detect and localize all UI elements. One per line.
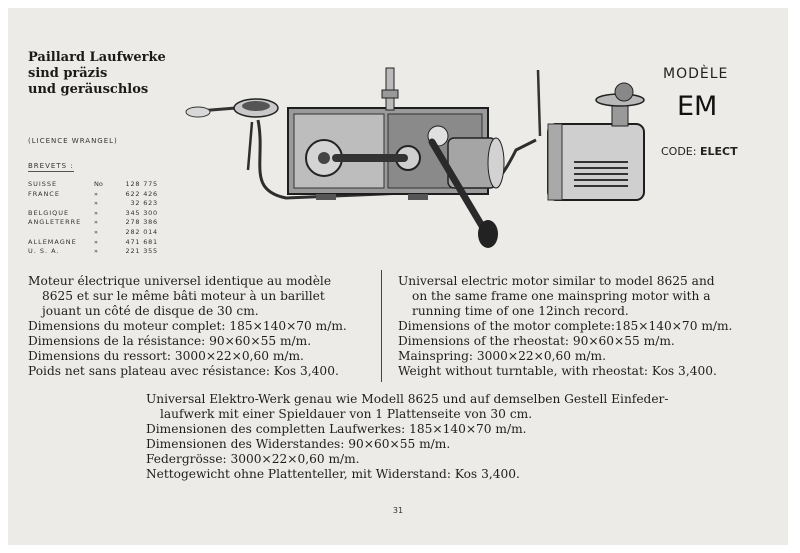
text-line: Universal electric motor similar to model 8625 and (398, 274, 715, 288)
motor-illustration (176, 50, 646, 250)
patent-mark: » (94, 208, 98, 217)
model-name: EM (677, 91, 718, 122)
patent-mark: No (94, 180, 103, 188)
patent-mark: » (94, 247, 98, 256)
patent-number: 471 681 (125, 237, 158, 246)
text-line: Dimensionen des completten Laufwerkes: 185×140×70 m/m. (146, 422, 527, 436)
modele-label: MODÈLE (663, 66, 729, 82)
patent-mark: » (94, 199, 98, 208)
patent-row (28, 209, 188, 219)
patent-mark: » (94, 218, 98, 227)
patent-mark: » (94, 227, 98, 236)
text-line: Dimensions de la résistance: 90×60×55 m/m. (28, 334, 312, 348)
patent-mark: » (94, 237, 98, 246)
patent-row (28, 218, 188, 228)
patent-row (28, 190, 188, 200)
column-divider (381, 270, 382, 382)
text-line: Moteur électrique universel identique au modèle (28, 274, 332, 288)
french-description (28, 274, 347, 379)
patent-country: SUISSE (28, 180, 58, 188)
text-line: Dimensionen des Widerstandes: 90×60×55 m/m. (146, 437, 451, 451)
text-line: on the same frame one mainspring motor with a (412, 289, 711, 303)
text-line: Weight without turntable, with rheostat: Kos 3,400. (398, 364, 717, 378)
patent-number: 622 426 (125, 189, 158, 198)
patent-country: BELGIQUE (28, 208, 70, 217)
brand-line: sind präzis (28, 66, 108, 81)
text-line: Dimensions du ressort: 3000×22×0,60 m/m. (28, 349, 304, 363)
patent-country: U. S. A. (28, 247, 60, 256)
text-line: 8625 et sur le même bâti moteur à un barillet (42, 289, 325, 303)
page-number: 31 (392, 506, 404, 515)
code-label: CODE: (661, 145, 697, 158)
text-line: Federgrösse: 3000×22×0,60 m/m. (146, 452, 360, 466)
text-line: Mainspring: 3000×22×0,60 m/m. (398, 349, 606, 363)
brevets-heading: BREVETS : (28, 162, 74, 170)
patent-row (28, 238, 188, 248)
patent-row (28, 228, 188, 238)
patent-number: 278 386 (125, 218, 158, 227)
patent-country: FRANCE (28, 189, 60, 198)
text-line: jouant un côté de disque de 30 cm. (42, 304, 259, 318)
patent-number: 128 775 (125, 180, 158, 188)
text-line: Poids net sans plateau avec résistance: Kos 3,400. (28, 364, 339, 378)
patent-number: 32 623 (130, 199, 158, 208)
brand-line: und geräuschlos (28, 82, 149, 97)
text-line: laufwerk mit einer Spieldauer von 1 Plattenseite von 30 cm. (160, 407, 533, 421)
english-description (398, 274, 732, 379)
patent-row (28, 199, 188, 209)
patent-number: 345 300 (125, 208, 158, 217)
text-line: Universal Elektro-Werk genau wie Modell 8625 und auf demselben Gestell Einfeder- (146, 392, 669, 406)
text-line: Dimensions du moteur complet: 185×140×70 m/m. (28, 319, 347, 333)
text-line: Dimensions of the rheostat: 90×60×55 m/m. (398, 334, 675, 348)
text-line: Nettogewicht ohne Plattenteller, mit Widerstand: Kos 3,400. (146, 467, 520, 481)
text-line: running time of one 12inch record. (412, 304, 629, 318)
patent-list (28, 180, 188, 257)
catalog-page (8, 8, 788, 545)
patent-number: 282 014 (125, 227, 158, 236)
patent-row (28, 247, 188, 257)
code-line (661, 145, 738, 158)
patent-country: ALLEMAGNE (28, 237, 77, 246)
text-line: Dimensions of the motor complete:185×140×70 m/m. (398, 319, 733, 333)
patent-row (28, 180, 188, 190)
code-value: ELECT (699, 145, 738, 158)
patent-number: 221 355 (125, 247, 158, 256)
brand-line: Paillard Laufwerke (28, 50, 166, 65)
patent-mark: » (94, 189, 98, 198)
patent-country: ANGLETERRE (28, 218, 82, 227)
licence-note: (LICENCE WRANGEL) (28, 137, 118, 145)
german-description (146, 392, 668, 482)
